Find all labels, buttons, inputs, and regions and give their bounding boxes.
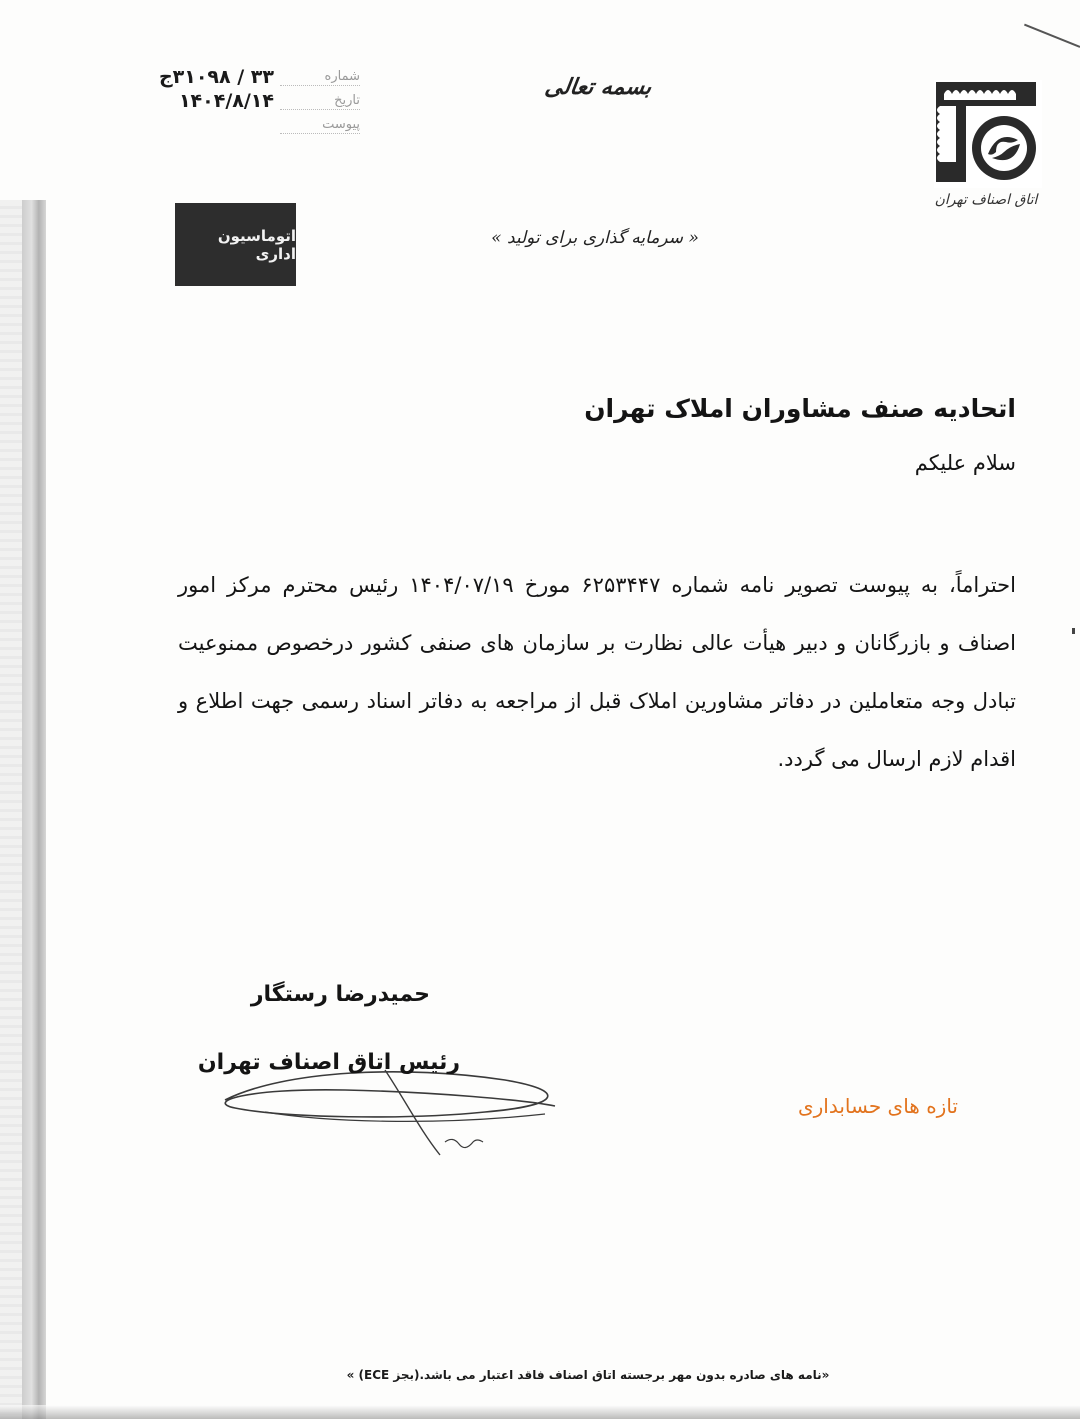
meta-date-label: تاریخ [280,93,360,110]
meta-number-label: شماره [280,69,360,86]
scan-edge-texture [0,200,22,1419]
scan-corner-line [1024,24,1080,48]
recipient: اتحادیه صنف مشاوران املاک تهران [584,394,1016,423]
logo-caption: اتاق اصناف تهران [934,192,1038,208]
scan-edge-shadow [22,200,46,1419]
handwritten-signature [205,1060,585,1165]
meta-date-value: ۱۴۰۴/۸/۱۴ [178,90,274,112]
signer-title: رئیس اتاق اصناف تهران [197,1050,460,1075]
letter-body: احتراماً، به پیوست تصویر نامه شماره ۶۲۵۳۴۴۷ مورخ ۱۴۰۴/۰۷/۱۹ رئیس محترم مرکز امور اصناف و بازرگانان و دبیر هیأت عالی نظارت بر سازمان های صنفی کشور درخصوص ممنوعیت تبادل وجه متعاملین در دفاتر مشاورین املاک قبل از مراجعه به دفاتر اسناد رسمی جهت اطلاع و اقدام لازم ارسال می گردد. [178,573,1016,771]
watermark-text: تازه های حسابداری [797,1094,958,1118]
meta-attachment-row [100,114,360,136]
letter-meta [100,66,360,138]
signer-name: حمیدرضا رستگار [250,982,430,1007]
bismillah-heading: بسمه تعالی [543,74,654,100]
greeting: سلام علیکم [914,451,1016,475]
meta-number-value: ۳۳ / ۳۱۰۹۸ج [158,66,274,88]
scan-stray-mark [1072,628,1075,634]
office-automation-stamp: اتوماسیون اداری [175,203,296,286]
meta-number-row [100,66,360,88]
meta-date-row [100,90,360,112]
scan-bottom-shadow [0,1405,1080,1419]
footer-note: «نامه های صادره بدون مهر برجسته اتاق اصناف فاقد اعتبار می باشد.(بجز ECE) » [346,1368,830,1382]
meta-attachment-label: پیوست [280,117,360,134]
slogan: « سرمایه گذاری برای تولید » [491,228,699,248]
